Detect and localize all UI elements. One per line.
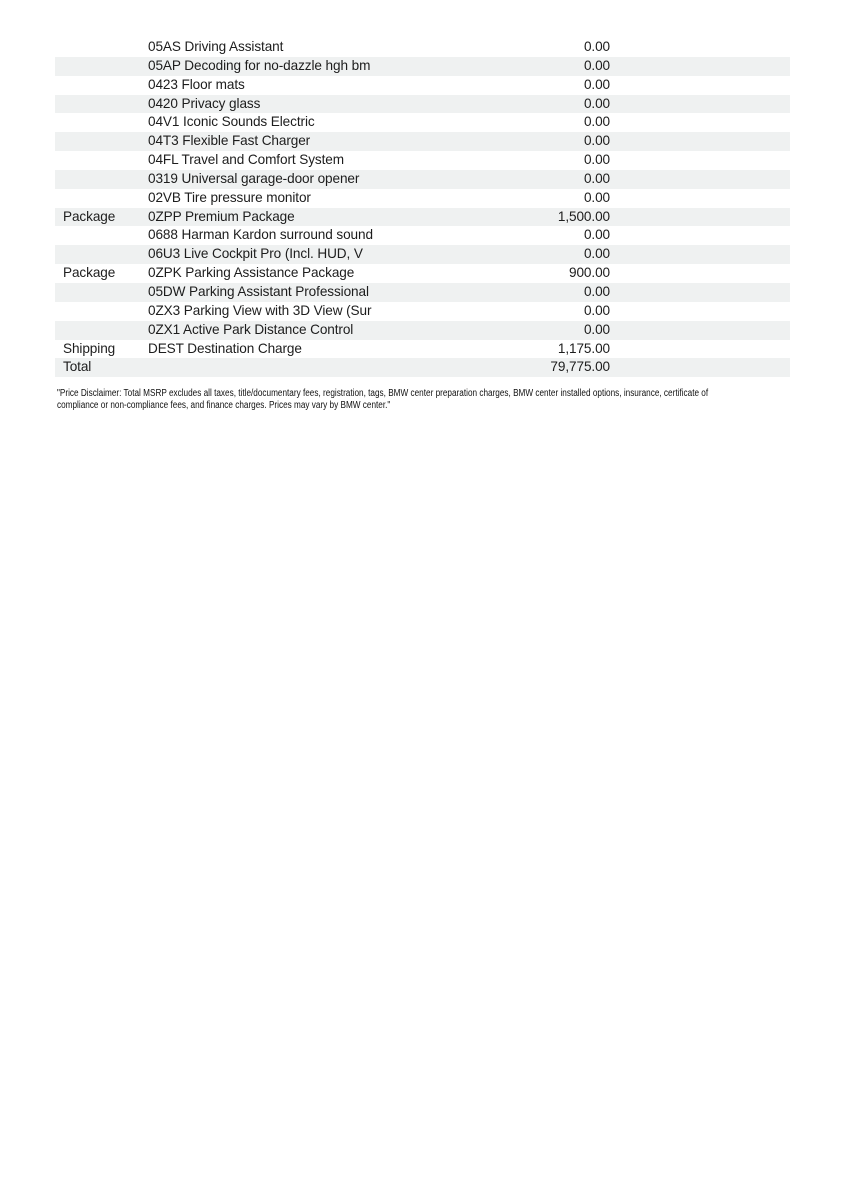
row-option-description: 04V1 Iconic Sounds Electric [148, 114, 315, 130]
row-option-description: 0ZPK Parking Assistance Package [148, 265, 355, 281]
row-category-label [55, 245, 148, 264]
table-row [55, 170, 790, 189]
row-spacer [610, 245, 790, 264]
table-row [55, 113, 790, 132]
row-spacer [610, 113, 790, 132]
table-row [55, 226, 790, 245]
row-category-label [55, 170, 148, 189]
row-option-description: 02VB Tire pressure monitor [148, 189, 311, 205]
row-spacer [610, 170, 790, 189]
row-price-value: 0.00 [583, 189, 610, 205]
row-spacer [610, 264, 790, 283]
row-category-label [55, 151, 148, 170]
row-spacer [610, 38, 790, 57]
table-row [55, 245, 790, 264]
row-category-label [55, 302, 148, 321]
row-category-label [55, 189, 148, 208]
table-row [55, 151, 790, 170]
row-spacer [610, 151, 790, 170]
row-option-description: 0ZX3 Parking View with 3D View (Sur [148, 302, 372, 318]
row-option-description: DEST Destination Charge [148, 340, 302, 356]
disclaimer-line-1: "Price Disclaimer: Total MSRP excludes all taxes, title/documentary fees, registration, tags, BMW center preparation charges, BMW center installed options, insurance, certificate of [57, 388, 709, 399]
row-price-value: 0.00 [583, 76, 610, 92]
row-spacer [610, 132, 790, 151]
row-category-label [55, 321, 148, 340]
row-category-label [55, 283, 148, 302]
table-row [55, 264, 790, 283]
table-row [55, 340, 790, 359]
row-category-label: Shipping [63, 340, 116, 356]
table-row [55, 132, 790, 151]
options-price-table [55, 38, 790, 377]
row-category-label [55, 226, 148, 245]
table-row [55, 189, 790, 208]
row-price-value: 900.00 [569, 265, 610, 281]
row-price-value: 0.00 [583, 170, 610, 186]
row-price-value: 0.00 [583, 39, 610, 54]
row-spacer [610, 208, 790, 227]
row-price-value: 1,175.00 [557, 340, 610, 356]
table-row [55, 321, 790, 340]
row-option-description: 04T3 Flexible Fast Charger [148, 133, 311, 149]
row-spacer [610, 226, 790, 245]
table-row [55, 38, 790, 57]
row-category-label: Package [63, 208, 116, 224]
row-option-description: 05AP Decoding for no-dazzle hgh bm [148, 57, 371, 73]
row-price-value: 0.00 [583, 114, 610, 130]
row-option-description: 0ZX1 Active Park Distance Control [148, 321, 354, 337]
row-option-description: 04FL Travel and Comfort System [148, 152, 344, 168]
row-spacer [610, 57, 790, 76]
row-spacer [610, 189, 790, 208]
price-disclaimer [57, 388, 792, 412]
table-row [55, 283, 790, 302]
row-price-value: 0.00 [583, 133, 610, 149]
disclaimer-line-2: compliance or non-compliance fees, and finance charges. Prices may vary by BMW center." [57, 400, 391, 412]
row-option-description: 0420 Privacy glass [148, 95, 261, 111]
row-category-label [55, 38, 148, 57]
table-row [55, 302, 790, 321]
row-option-description [148, 358, 490, 377]
row-price-value: 0.00 [583, 321, 610, 337]
row-option-description: 05AS Driving Assistant [148, 39, 284, 54]
row-category-label [55, 76, 148, 95]
row-price-value: 0.00 [583, 57, 610, 73]
row-category-label [55, 132, 148, 151]
row-price-value: 0.00 [583, 95, 610, 111]
row-category-label [55, 57, 148, 76]
row-price-value: 0.00 [583, 227, 610, 243]
row-spacer [610, 321, 790, 340]
row-price-value: 79,775.00 [550, 359, 610, 375]
row-spacer [610, 283, 790, 302]
row-option-description: 05DW Parking Assistant Professional [148, 283, 369, 299]
row-price-value: 1,500.00 [557, 208, 610, 224]
row-option-description: 0423 Floor mats [148, 76, 245, 92]
row-category-label: Total [63, 359, 92, 375]
row-spacer [610, 358, 790, 377]
table-row [55, 208, 790, 227]
row-option-description: 06U3 Live Cockpit Pro (Incl. HUD, V [148, 246, 363, 262]
row-spacer [610, 302, 790, 321]
table-row [55, 358, 790, 377]
row-category-label [55, 113, 148, 132]
table-row [55, 95, 790, 114]
table-row [55, 57, 790, 76]
row-option-description: 0688 Harman Kardon surround sound [148, 227, 373, 243]
row-spacer [610, 340, 790, 359]
row-price-value: 0.00 [583, 302, 610, 318]
row-category-label [55, 95, 148, 114]
row-spacer [610, 76, 790, 95]
row-price-value: 0.00 [583, 283, 610, 299]
row-category-label: Package [63, 265, 116, 281]
row-price-value: 0.00 [583, 246, 610, 262]
row-option-description: 0ZPP Premium Package [148, 208, 295, 224]
row-spacer [610, 95, 790, 114]
row-option-description: 0319 Universal garage-door opener [148, 170, 360, 186]
table-row [55, 76, 790, 95]
row-price-value: 0.00 [583, 152, 610, 168]
